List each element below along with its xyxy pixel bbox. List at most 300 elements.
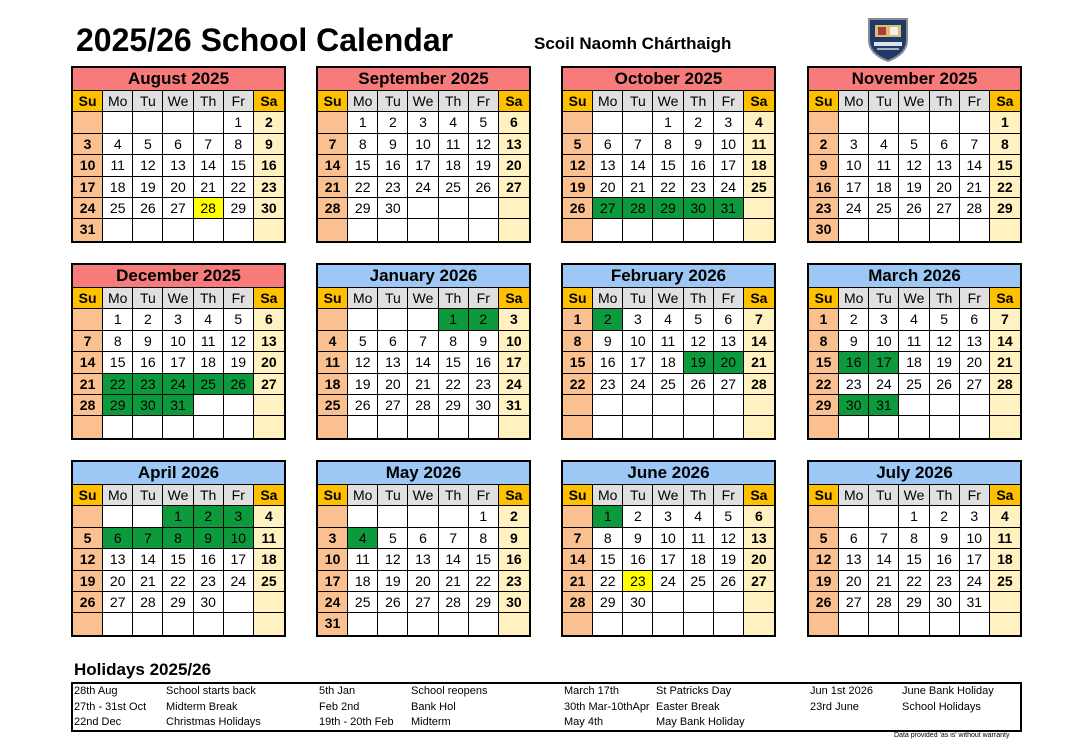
day-cell: 20 [254, 352, 284, 373]
day-cell: 29 [163, 592, 193, 613]
weekday-label: Th [930, 485, 960, 506]
day-cell: 1 [103, 309, 133, 330]
day-cell: 5 [714, 506, 744, 527]
day-cell: 16 [809, 177, 839, 198]
day-cell: 18 [103, 177, 133, 198]
day-cell: 6 [714, 309, 744, 330]
day-cell: 7 [318, 134, 348, 155]
empty-cell [899, 416, 929, 437]
empty-cell [163, 416, 193, 437]
day-cell: 6 [163, 134, 193, 155]
day-cell: 15 [224, 155, 254, 176]
empty-cell [714, 613, 744, 634]
empty-cell [714, 395, 744, 416]
day-cell: 16 [684, 155, 714, 176]
day-cell: 1 [469, 506, 499, 527]
day-cell: 22 [563, 374, 593, 395]
weekday-label: Fr [714, 288, 744, 309]
day-cell: 26 [899, 198, 929, 219]
empty-cell [684, 219, 714, 240]
day-cell: 21 [990, 352, 1020, 373]
day-cell: 22 [103, 374, 133, 395]
day-cell: 18 [869, 177, 899, 198]
weekday-label: Fr [224, 288, 254, 309]
empty-cell [378, 219, 408, 240]
day-cell: 8 [809, 331, 839, 352]
day-cell: 8 [653, 134, 683, 155]
day-cell: 10 [623, 331, 653, 352]
day-cell: 21 [73, 374, 103, 395]
weekday-label: Mo [839, 288, 869, 309]
empty-cell [103, 219, 133, 240]
day-cell: 26 [224, 374, 254, 395]
day-cell: 21 [439, 571, 469, 592]
day-cell: 16 [499, 549, 529, 570]
day-cell: 11 [744, 134, 774, 155]
day-cell: 21 [563, 571, 593, 592]
weekday-label: Mo [593, 91, 623, 112]
holiday-name: School starts back [166, 685, 256, 697]
month-calendar [71, 66, 286, 243]
day-cell: 17 [408, 155, 438, 176]
day-cell: 1 [899, 506, 929, 527]
empty-cell [899, 395, 929, 416]
holiday-name: School Holidays [902, 700, 981, 713]
school-crest-icon [866, 16, 910, 62]
day-cell: 17 [869, 352, 899, 373]
day-cell: 3 [960, 506, 990, 527]
month-title: October 2025 [563, 68, 774, 91]
empty-cell [439, 613, 469, 634]
empty-cell [563, 112, 593, 133]
day-cell: 13 [163, 155, 193, 176]
day-cell: 5 [684, 309, 714, 330]
day-cell: 22 [348, 177, 378, 198]
day-cell: 10 [499, 331, 529, 352]
weekday-label: Sa [744, 91, 774, 112]
empty-cell [73, 416, 103, 437]
day-cell: 19 [469, 155, 499, 176]
day-cell: 27 [378, 395, 408, 416]
empty-cell [930, 416, 960, 437]
empty-cell [469, 198, 499, 219]
day-cell: 12 [469, 134, 499, 155]
day-cell: 17 [623, 352, 653, 373]
day-cell: 30 [133, 395, 163, 416]
day-cell: 10 [408, 134, 438, 155]
day-cell: 29 [103, 395, 133, 416]
empty-cell [133, 613, 163, 634]
empty-cell [133, 219, 163, 240]
weekday-label: Mo [593, 288, 623, 309]
day-cell: 3 [869, 309, 899, 330]
day-cell: 6 [408, 528, 438, 549]
day-cell: 25 [899, 374, 929, 395]
holiday-name: Bank Hol [411, 700, 456, 713]
day-cell: 25 [439, 177, 469, 198]
empty-cell [744, 613, 774, 634]
empty-cell [163, 613, 193, 634]
day-cell: 25 [869, 198, 899, 219]
day-cell: 5 [809, 528, 839, 549]
day-cell: 26 [378, 592, 408, 613]
disclaimer: Data provided 'as is' without warranty [894, 732, 1010, 739]
weekday-label: Fr [714, 91, 744, 112]
empty-cell [563, 506, 593, 527]
day-cell: 22 [990, 177, 1020, 198]
day-cell: 12 [809, 549, 839, 570]
month-days [563, 288, 774, 438]
day-cell: 27 [744, 571, 774, 592]
day-cell: 22 [653, 177, 683, 198]
weekday-label: Sa [990, 91, 1020, 112]
day-cell: 30 [623, 592, 653, 613]
weekday-label: We [899, 288, 929, 309]
weekday-label: Mo [103, 91, 133, 112]
empty-cell [194, 112, 224, 133]
weekday-label: We [653, 485, 683, 506]
day-cell: 19 [714, 549, 744, 570]
holiday-column [319, 684, 559, 730]
day-cell: 9 [194, 528, 224, 549]
day-cell: 1 [809, 309, 839, 330]
day-cell: 31 [73, 219, 103, 240]
empty-cell [469, 416, 499, 437]
weekday-label: Th [439, 91, 469, 112]
day-cell: 23 [499, 571, 529, 592]
empty-cell [408, 613, 438, 634]
day-cell: 28 [990, 374, 1020, 395]
day-cell: 4 [744, 112, 774, 133]
month-days [809, 288, 1020, 438]
holiday-row [564, 684, 804, 700]
day-cell: 8 [348, 134, 378, 155]
day-cell: 16 [194, 549, 224, 570]
empty-cell [439, 219, 469, 240]
day-cell: 18 [348, 571, 378, 592]
weekday-label: Th [930, 91, 960, 112]
day-cell: 17 [653, 549, 683, 570]
empty-cell [869, 416, 899, 437]
day-cell: 16 [623, 549, 653, 570]
weekday-label: We [163, 91, 193, 112]
empty-cell [163, 112, 193, 133]
weekday-label: Fr [960, 288, 990, 309]
day-cell: 6 [930, 134, 960, 155]
empty-cell [378, 506, 408, 527]
day-cell: 9 [930, 528, 960, 549]
day-cell: 14 [960, 155, 990, 176]
day-cell: 28 [623, 198, 653, 219]
holiday-date: 22nd Dec [74, 716, 122, 729]
day-cell: 12 [224, 331, 254, 352]
day-cell: 5 [348, 331, 378, 352]
day-cell: 23 [684, 177, 714, 198]
day-cell: 18 [439, 155, 469, 176]
day-cell: 11 [348, 549, 378, 570]
day-cell: 10 [318, 549, 348, 570]
day-cell: 7 [623, 134, 653, 155]
empty-cell [809, 112, 839, 133]
day-cell: 7 [133, 528, 163, 549]
holiday-date: March 17th [564, 685, 620, 697]
day-cell: 29 [593, 592, 623, 613]
weekday-label: Tu [869, 485, 899, 506]
day-cell: 14 [133, 549, 163, 570]
day-cell: 12 [684, 331, 714, 352]
weekday-label: Th [684, 91, 714, 112]
empty-cell [254, 613, 284, 634]
day-cell: 20 [499, 155, 529, 176]
day-cell: 26 [714, 571, 744, 592]
day-cell: 4 [990, 506, 1020, 527]
day-cell: 1 [593, 506, 623, 527]
weekday-label: Th [684, 288, 714, 309]
day-cell: 24 [869, 374, 899, 395]
day-cell: 1 [163, 506, 193, 527]
holiday-row [564, 700, 804, 716]
day-cell: 23 [469, 374, 499, 395]
empty-cell [653, 219, 683, 240]
day-cell: 10 [839, 155, 869, 176]
day-cell: 15 [469, 549, 499, 570]
empty-cell [254, 416, 284, 437]
empty-cell [439, 198, 469, 219]
day-cell: 21 [869, 571, 899, 592]
weekday-label: Mo [348, 91, 378, 112]
empty-cell [439, 416, 469, 437]
empty-cell [133, 112, 163, 133]
empty-cell [318, 506, 348, 527]
weekday-label: Sa [254, 91, 284, 112]
month-days [563, 485, 774, 635]
holiday-name: May Bank Holiday [656, 716, 745, 729]
day-cell: 27 [593, 198, 623, 219]
day-cell: 19 [378, 571, 408, 592]
weekday-label: Tu [378, 485, 408, 506]
weekday-label: Th [439, 288, 469, 309]
empty-cell [930, 219, 960, 240]
day-cell: 7 [744, 309, 774, 330]
day-cell: 10 [73, 155, 103, 176]
day-cell: 19 [563, 177, 593, 198]
empty-cell [684, 592, 714, 613]
month-days [563, 91, 774, 241]
day-cell: 12 [899, 155, 929, 176]
empty-cell [593, 416, 623, 437]
day-cell: 13 [714, 331, 744, 352]
weekday-label: Fr [469, 485, 499, 506]
empty-cell [593, 613, 623, 634]
empty-cell [744, 416, 774, 437]
day-cell: 16 [469, 352, 499, 373]
empty-cell [378, 416, 408, 437]
empty-cell [378, 309, 408, 330]
day-cell: 6 [593, 134, 623, 155]
weekday-label: Mo [103, 288, 133, 309]
month-title: January 2026 [318, 265, 529, 288]
empty-cell [73, 613, 103, 634]
day-cell: 15 [593, 549, 623, 570]
day-cell: 17 [714, 155, 744, 176]
day-cell: 15 [990, 155, 1020, 176]
weekday-label: Fr [469, 91, 499, 112]
weekday-label: Mo [103, 485, 133, 506]
day-cell: 21 [960, 177, 990, 198]
holiday-column [810, 684, 1050, 730]
empty-cell [499, 613, 529, 634]
empty-cell [990, 592, 1020, 613]
day-cell: 7 [194, 134, 224, 155]
day-cell: 26 [73, 592, 103, 613]
weekday-label: Tu [378, 288, 408, 309]
day-cell: 5 [469, 112, 499, 133]
holidays-table [71, 682, 1022, 732]
day-cell: 27 [163, 198, 193, 219]
empty-cell [899, 112, 929, 133]
day-cell: 5 [133, 134, 163, 155]
day-cell: 27 [254, 374, 284, 395]
day-cell: 15 [348, 155, 378, 176]
day-cell: 11 [869, 155, 899, 176]
day-cell: 6 [499, 112, 529, 133]
weekday-label: Tu [869, 288, 899, 309]
day-cell: 2 [593, 309, 623, 330]
holidays-title: Holidays 2025/26 [74, 660, 212, 679]
weekday-label: We [408, 288, 438, 309]
month-calendar [561, 460, 776, 637]
day-cell: 16 [378, 155, 408, 176]
day-cell: 19 [73, 571, 103, 592]
day-cell: 15 [163, 549, 193, 570]
month-days [809, 91, 1020, 241]
empty-cell [499, 198, 529, 219]
day-cell: 23 [194, 571, 224, 592]
day-cell: 28 [744, 374, 774, 395]
day-cell: 19 [899, 177, 929, 198]
day-cell: 4 [103, 134, 133, 155]
empty-cell [499, 219, 529, 240]
weekday-label: We [163, 485, 193, 506]
empty-cell [684, 613, 714, 634]
day-cell: 5 [378, 528, 408, 549]
day-cell: 12 [133, 155, 163, 176]
day-cell: 24 [318, 592, 348, 613]
empty-cell [378, 613, 408, 634]
day-cell: 24 [714, 177, 744, 198]
empty-cell [990, 613, 1020, 634]
day-cell: 22 [439, 374, 469, 395]
day-cell: 8 [593, 528, 623, 549]
weekday-label: Fr [224, 91, 254, 112]
weekday-label: Su [809, 91, 839, 112]
month-days [73, 485, 284, 635]
day-cell: 22 [899, 571, 929, 592]
day-cell: 23 [623, 571, 653, 592]
holiday-date: Feb 2nd [319, 700, 360, 713]
empty-cell [899, 613, 929, 634]
empty-cell [653, 592, 683, 613]
weekday-label: Su [73, 485, 103, 506]
month-calendar [71, 263, 286, 440]
month-days [809, 485, 1020, 635]
empty-cell [318, 416, 348, 437]
weekday-label: We [408, 91, 438, 112]
day-cell: 3 [73, 134, 103, 155]
weekday-label: Su [73, 288, 103, 309]
empty-cell [714, 416, 744, 437]
month-title: August 2025 [73, 68, 284, 91]
day-cell: 6 [378, 331, 408, 352]
day-cell: 22 [809, 374, 839, 395]
weekday-label: Tu [623, 91, 653, 112]
day-cell: 15 [439, 352, 469, 373]
empty-cell [439, 506, 469, 527]
empty-cell [469, 613, 499, 634]
weekday-label: Su [563, 91, 593, 112]
day-cell: 2 [839, 309, 869, 330]
holiday-name: Easter Break [656, 700, 720, 713]
holiday-row [810, 684, 1050, 700]
day-cell: 13 [254, 331, 284, 352]
weekday-label: Sa [744, 288, 774, 309]
empty-cell [960, 112, 990, 133]
day-cell: 27 [408, 592, 438, 613]
weekday-label: Sa [499, 91, 529, 112]
day-cell: 2 [499, 506, 529, 527]
day-cell: 6 [254, 309, 284, 330]
day-cell: 11 [990, 528, 1020, 549]
day-cell: 24 [163, 374, 193, 395]
month-title: November 2025 [809, 68, 1020, 91]
holiday-row [564, 715, 804, 731]
empty-cell [348, 506, 378, 527]
empty-cell [839, 613, 869, 634]
day-cell: 21 [133, 571, 163, 592]
day-cell: 26 [469, 177, 499, 198]
day-cell: 1 [439, 309, 469, 330]
empty-cell [809, 613, 839, 634]
day-cell: 14 [318, 155, 348, 176]
day-cell: 18 [684, 549, 714, 570]
day-cell: 21 [408, 374, 438, 395]
day-cell: 20 [930, 177, 960, 198]
day-cell: 1 [563, 309, 593, 330]
empty-cell [408, 309, 438, 330]
day-cell: 17 [224, 549, 254, 570]
day-cell: 20 [744, 549, 774, 570]
weekday-label: Mo [839, 485, 869, 506]
weekday-label: Fr [714, 485, 744, 506]
day-cell: 10 [653, 528, 683, 549]
weekday-label: We [653, 288, 683, 309]
empty-cell [254, 592, 284, 613]
day-cell: 12 [563, 155, 593, 176]
empty-cell [408, 506, 438, 527]
empty-cell [869, 219, 899, 240]
day-cell: 4 [653, 309, 683, 330]
empty-cell [593, 219, 623, 240]
day-cell: 11 [254, 528, 284, 549]
empty-cell [563, 219, 593, 240]
day-cell: 17 [960, 549, 990, 570]
month-calendar [561, 263, 776, 440]
day-cell: 8 [439, 331, 469, 352]
day-cell: 1 [224, 112, 254, 133]
day-cell: 2 [930, 506, 960, 527]
empty-cell [990, 395, 1020, 416]
holiday-row [74, 700, 314, 716]
